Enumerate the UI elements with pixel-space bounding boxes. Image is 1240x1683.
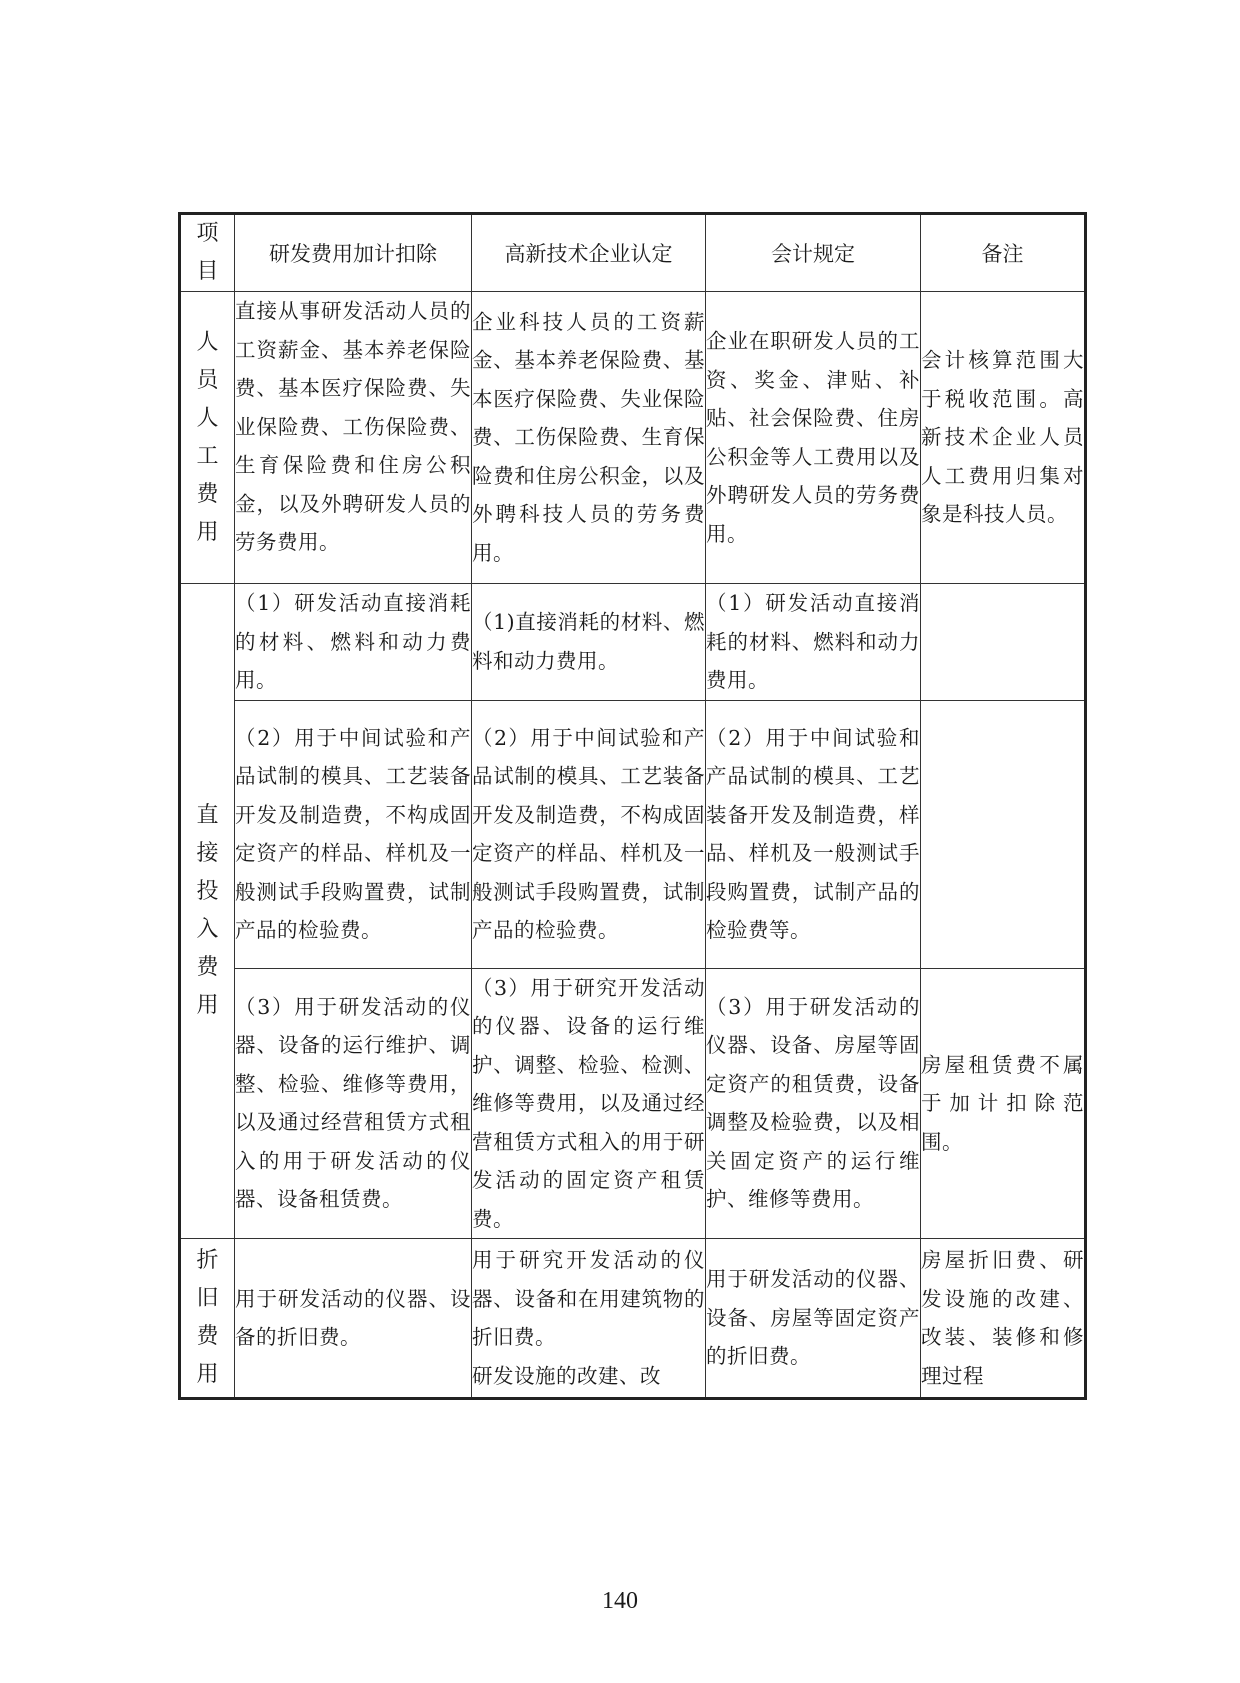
personnel-note: 会计核算范围大于税收范围。高新技术企业人员人工费用归集对象是科技人员。: [921, 292, 1086, 584]
direct-2-hightech: （2）用于中间试验和产品试制的模具、工艺装备开发及制造费，不构成固定资产的样品、样机及一般测试手段购置费，试制产品的检验费。: [472, 700, 706, 968]
header-hightech: 高新技术企业认定: [472, 214, 706, 292]
item-depreciation-label: 折旧费用: [196, 1248, 219, 1387]
depreciation-rd: 用于研发活动的仪器、设备的折旧费。: [235, 1239, 472, 1399]
personnel-rd: 直接从事研发活动人员的工资薪金、基本养老保险费、基本医疗保险费、失业保险费、工伤保险费、生育保险费和住房公积金，以及外聘研发人员的劳务费用。: [235, 292, 472, 584]
personnel-hightech: 企业科技人员的工资薪金、基本养老保险费、基本医疗保险费、失业保险费、工伤保险费、生育保险费和住房公积金，以及外聘科技人员的劳务费用。: [472, 292, 706, 584]
depreciation-note: 房屋折旧费、研发设施的改建、改装、装修和修理过程: [921, 1239, 1086, 1399]
row-direct-2: [180, 700, 1086, 968]
header-note: 备注: [921, 214, 1086, 292]
direct-1-rd: （1）研发活动直接消耗的材料、燃料和动力费用。: [235, 584, 472, 701]
direct-2-accounting: （2）用于中间试验和产品试制的模具、工艺装备开发及制造费，样品、样机及一般测试手段购置费，试制产品的检验费等。: [706, 700, 921, 968]
header-item-label: 项目: [196, 221, 219, 284]
direct-2-note: [921, 700, 1086, 968]
item-depreciation: [180, 1239, 235, 1399]
header-accounting: 会计规定: [706, 214, 921, 292]
direct-3-rd: （3）用于研发活动的仪器、设备的运行维护、调整、检验、维修等费用，以及通过经营租赁方式租入的用于研发活动的仪器、设备租赁费。: [235, 968, 472, 1239]
item-personnel: [180, 292, 235, 584]
depreciation-hightech: 用于研究开发活动的仪器、设备和在用建筑物的折旧费。 研发设施的改建、改: [472, 1239, 706, 1399]
rd-expense-comparison-table: [178, 212, 1087, 1400]
direct-3-hightech: （3）用于研究开发活动的仪器、设备的运行维护、调整、检验、检测、维修等费用，以及通过经营租赁方式租入的用于研发活动的固定资产租赁费。: [472, 968, 706, 1239]
depreciation-accounting: 用于研发活动的仪器、设备、房屋等固定资产的折旧费。: [706, 1239, 921, 1399]
personnel-accounting: 企业在职研发人员的工资、奖金、津贴、补贴、社会保险费、住房公积金等人工费用以及外聘研发人员的劳务费用。: [706, 292, 921, 584]
row-direct-1: [180, 584, 1086, 701]
item-direct-label: 直接投入费用: [196, 803, 219, 1018]
row-personnel: [180, 292, 1086, 584]
row-depreciation: [180, 1239, 1086, 1399]
direct-1-hightech: （1)直接消耗的材料、燃料和动力费用。: [472, 584, 706, 701]
page-number: 140: [602, 1588, 638, 1614]
row-direct-3: [180, 968, 1086, 1239]
table-header-row: [180, 214, 1086, 292]
item-personnel-label: 人员人工费用: [196, 329, 219, 545]
direct-3-note: 房屋租赁费不属于加计扣除范围。: [921, 968, 1086, 1239]
direct-3-accounting: （3）用于研发活动的仪器、设备、房屋等固定资产的租赁费，设备调整及检验费，以及相关固定资产的运行维护、维修等费用。: [706, 968, 921, 1239]
direct-2-rd: （2）用于中间试验和产品试制的模具、工艺装备开发及制造费，不构成固定资产的样品、样机及一般测试手段购置费，试制产品的检验费。: [235, 700, 472, 968]
item-direct: [180, 584, 235, 1239]
direct-1-accounting: （1）研发活动直接消耗的材料、燃料和动力费用。: [706, 584, 921, 701]
comparison-table-container: [178, 212, 1084, 1400]
header-rd-deduction: 研发费用加计扣除: [235, 214, 472, 292]
direct-1-note: [921, 584, 1086, 701]
header-item: [180, 214, 235, 292]
